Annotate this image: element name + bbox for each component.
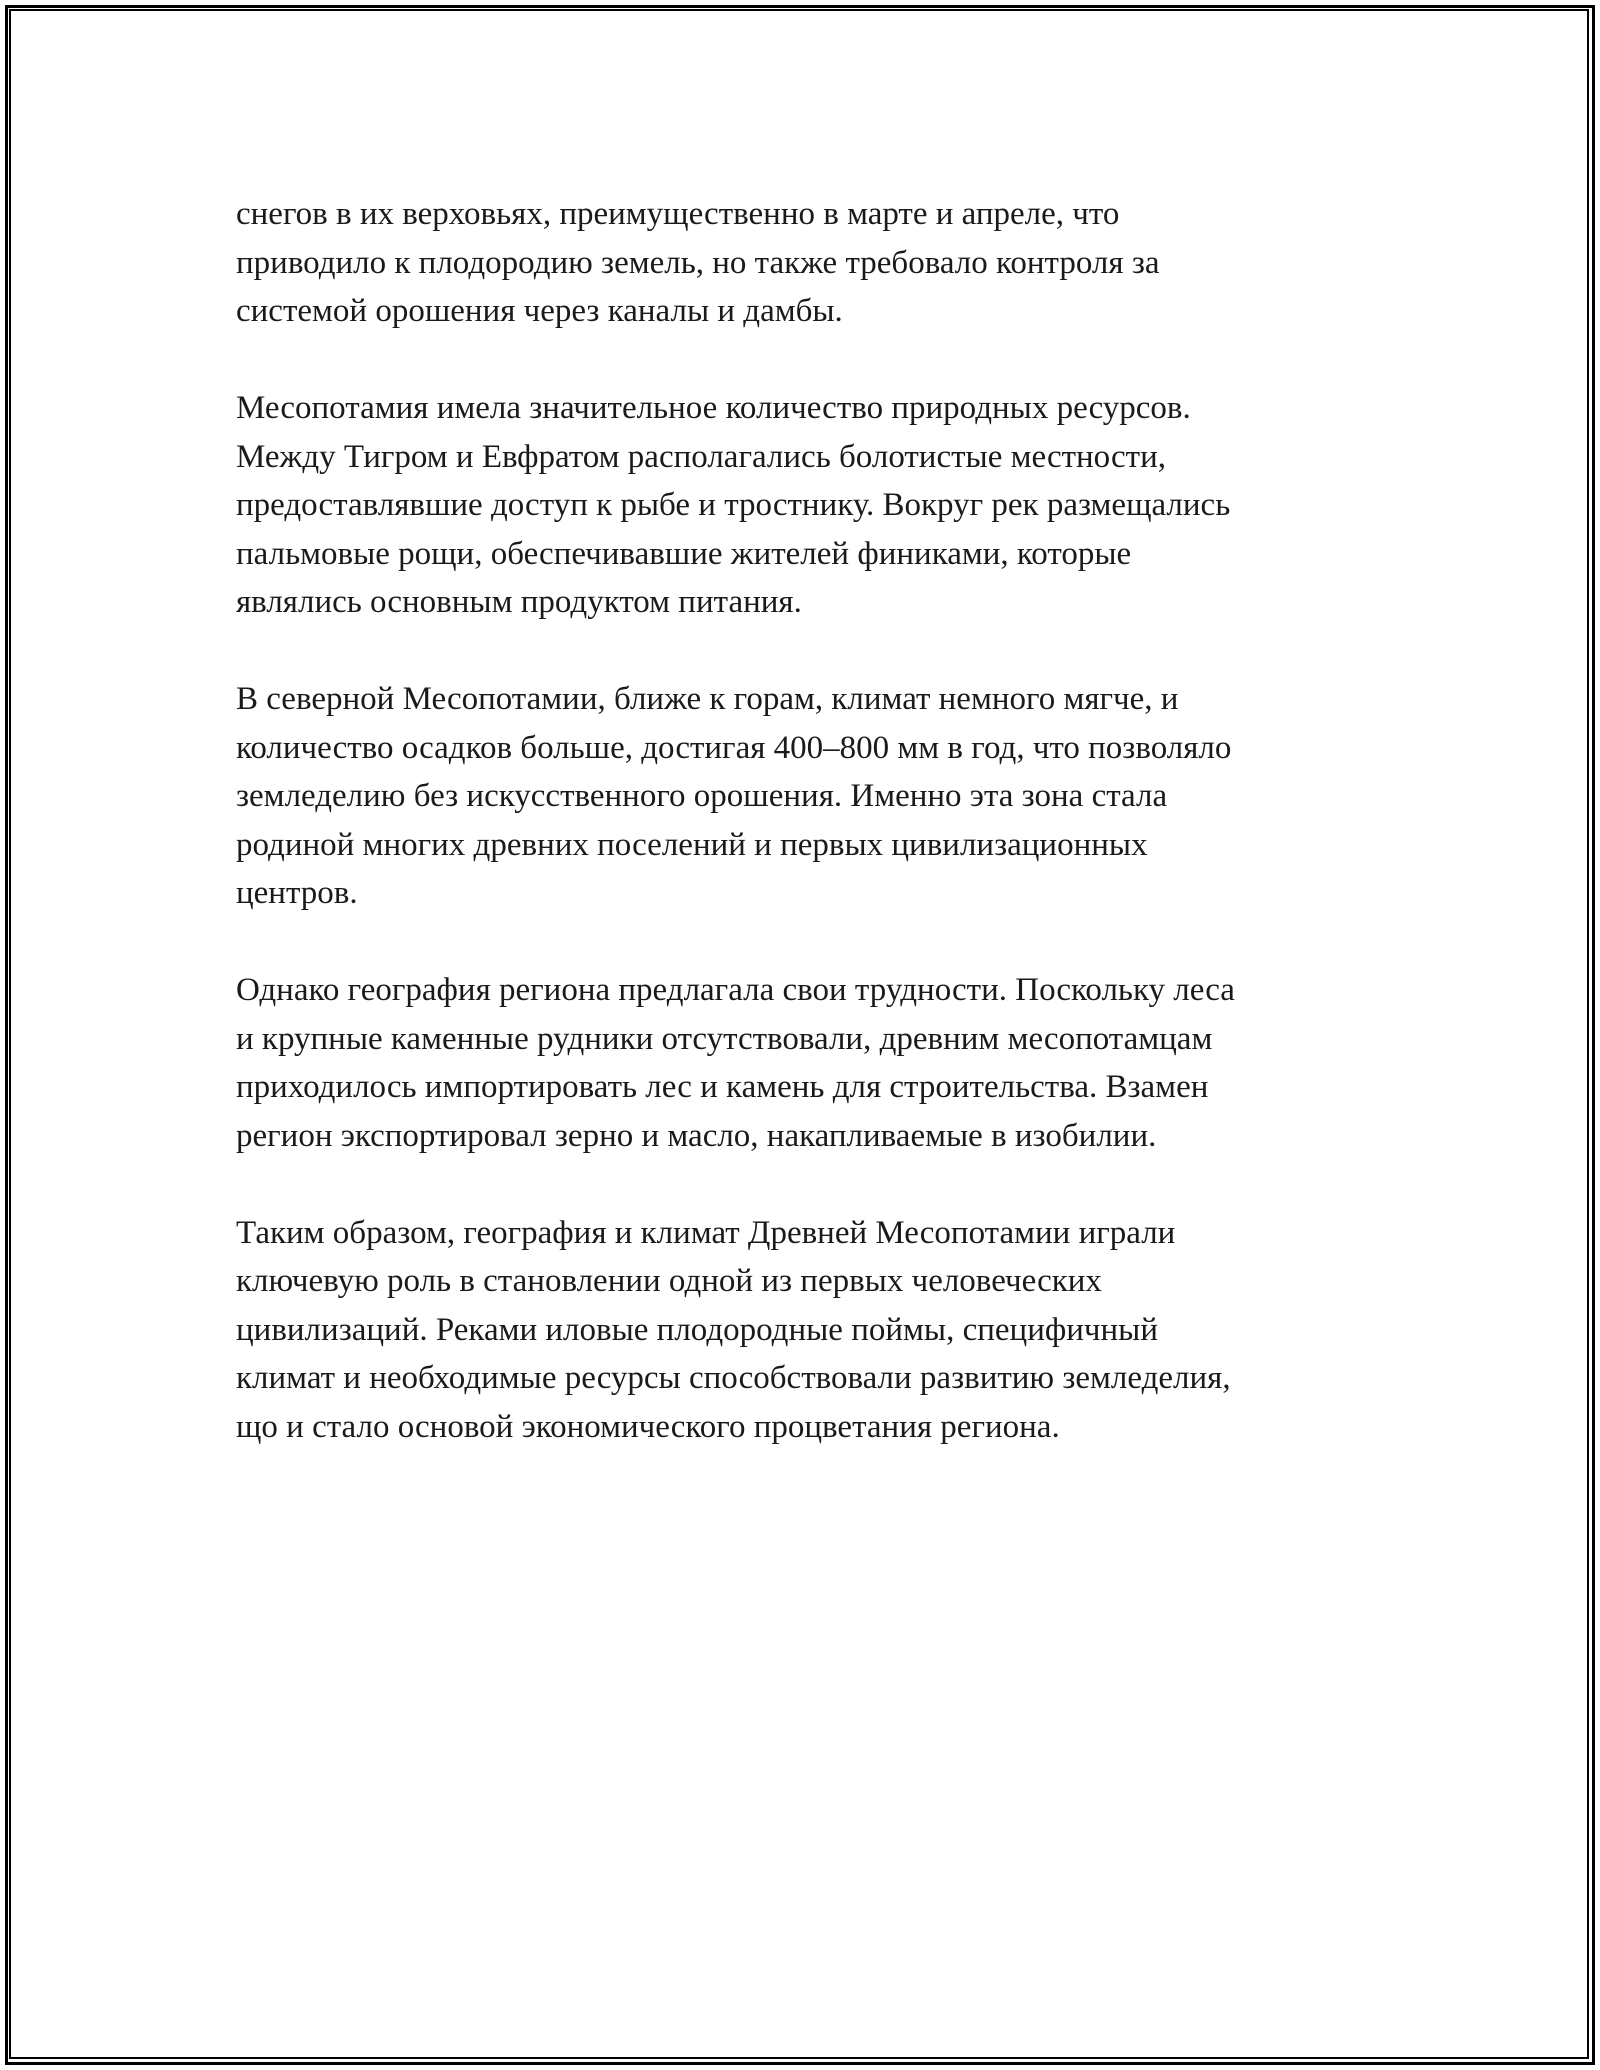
- text-line: пальмовые рощи, обеспечивавшие жителей финиками, которые: [236, 535, 1132, 572]
- paragraph-2: [236, 384, 1376, 627]
- text-line: количество осадков больше, достигая 400–800 мм в год, что позволяло: [236, 729, 1232, 766]
- text-line: ключевую роль в становлении одной из первых человеческих: [236, 1263, 1102, 1299]
- paragraph-4: [236, 966, 1376, 1160]
- text-line: приводило к плодородию земель, но также требовало контроля за: [236, 244, 1160, 281]
- text-line: снегов в их верховьях, преимущественно в марте и апреле, что: [236, 196, 1120, 232]
- text-line: системой орошения через каналы и дамбы.: [236, 293, 843, 329]
- paragraph-1: [236, 190, 1376, 336]
- text-line: родиной многих древних поселений и первых цивилизационных: [236, 826, 1148, 863]
- text-line: Однако география региона предлагала свои трудности. Поскольку леса: [236, 972, 1235, 1008]
- text-line: являлись основным продуктом питания.: [236, 584, 802, 620]
- text-line: климат и необходимые ресурсы способствовали развитию земледелия,: [236, 1360, 1231, 1396]
- text-line: Между Тигром и Евфратом располагались болотистые местности,: [236, 438, 1166, 475]
- text-line: предоставлявшие доступ к рыбе и тростнику. Вокруг рек размещались: [236, 487, 1231, 523]
- text-line: що и стало основой экономического процветания региона.: [236, 1408, 1060, 1445]
- paragraph-5: [236, 1209, 1376, 1452]
- text-line: приходилось импортировать лес и камень для строительства. Взамен: [236, 1069, 1209, 1105]
- paragraph-3: [236, 675, 1376, 918]
- document-body: [236, 190, 1376, 1500]
- text-line: цивилизаций. Реками иловые плодородные поймы, специфичный: [236, 1311, 1158, 1348]
- text-line: и крупные каменные рудники отсутствовали, древним месопотамцам: [236, 1020, 1213, 1057]
- text-line: земледелию без искусственного орошения. Именно эта зона стала: [236, 778, 1168, 814]
- text-line: центров.: [236, 875, 358, 911]
- text-line: Месопотамия имела значительное количество природных ресурсов.: [236, 390, 1191, 426]
- text-line: Таким образом, география и климат Древней Месопотамии играли: [236, 1214, 1176, 1251]
- text-line: В северной Месопотамии, ближе к горам, климат немного мягче, и: [236, 681, 1179, 717]
- text-line: регион экспортировал зерно и масло, накапливаемые в изобилии.: [236, 1117, 1157, 1154]
